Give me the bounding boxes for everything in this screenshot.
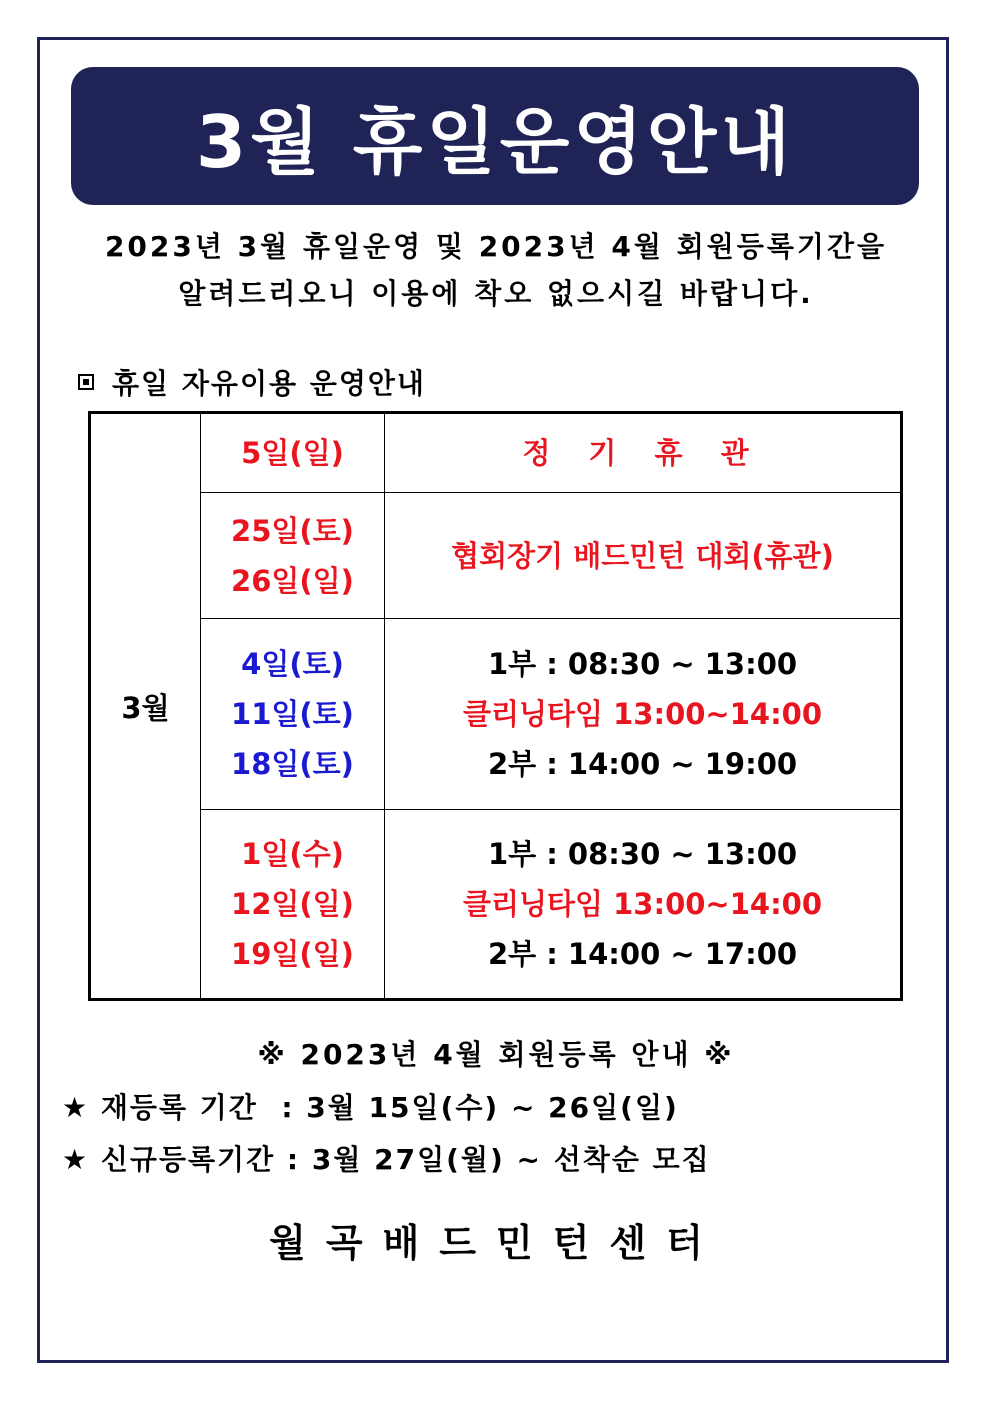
cleaning-time: 클리닝타임 13:00~14:00 xyxy=(462,697,823,731)
registration-title: ※ 2023년 4월 회원등록 안내 ※ xyxy=(257,1038,735,1071)
intro-line-2: 알려드리오니 이용에 착오 없으시길 바랍니다. xyxy=(178,277,814,310)
session-2: 2부 : 14:00 ~ 19:00 xyxy=(487,747,798,781)
page-title: 3월 휴일운영안내 xyxy=(195,100,795,184)
schedule-table xyxy=(88,411,903,1001)
table-row xyxy=(90,619,902,810)
detail-cell xyxy=(385,493,902,619)
cleaning-time: 클리닝타임 13:00~14:00 xyxy=(462,887,823,921)
session-1: 1부 : 08:30 ~ 13:00 xyxy=(487,647,798,681)
session-2: 2부 : 14:00 ~ 17:00 xyxy=(487,937,798,971)
closed-label: 정 기 휴 관 xyxy=(522,436,763,470)
table-row xyxy=(90,493,902,619)
date-line: 12일(일) xyxy=(231,887,354,921)
date-line: 4일(토) xyxy=(241,647,344,681)
tournament-label: 협회장기 배드민턴 대회(휴관) xyxy=(451,538,834,573)
date-cell xyxy=(201,810,385,1000)
new-registration-period: ★ 신규등록기간 : 3월 27일(월) ~ 선착순 모집 xyxy=(62,1143,711,1176)
date-line: 1일(수) xyxy=(241,837,344,871)
detail-cell xyxy=(385,619,902,810)
date-line: 18일(토) xyxy=(231,747,354,781)
title-banner xyxy=(71,67,919,205)
date-cell xyxy=(201,493,385,619)
detail-cell xyxy=(385,810,902,1000)
table-row xyxy=(90,810,902,1000)
date-line: 11일(토) xyxy=(231,697,354,731)
date-cell xyxy=(201,619,385,810)
square-bullet-icon xyxy=(78,374,94,390)
detail-cell xyxy=(385,413,902,493)
date-line: 19일(일) xyxy=(231,937,354,971)
renew-period: ★ 재등록 기간 : 3월 15일(수) ~ 26일(일) xyxy=(62,1091,679,1124)
section-heading xyxy=(78,362,426,402)
date-cell xyxy=(201,413,385,493)
center-name: 월곡배드민턴센터 xyxy=(269,1221,723,1265)
month-cell: 3월 xyxy=(90,413,201,1000)
intro-line-1: 2023년 3월 휴일운영 및 2023년 4월 회원등록기간을 xyxy=(104,230,888,263)
session-1: 1부 : 08:30 ~ 13:00 xyxy=(487,837,798,871)
date-line: 25일(토) xyxy=(231,513,354,548)
date-line: 5일(일) xyxy=(241,436,344,470)
table-row xyxy=(90,413,902,493)
date-line: 26일(일) xyxy=(231,563,354,598)
section-title: 휴일 자유이용 운영안내 xyxy=(112,367,426,400)
